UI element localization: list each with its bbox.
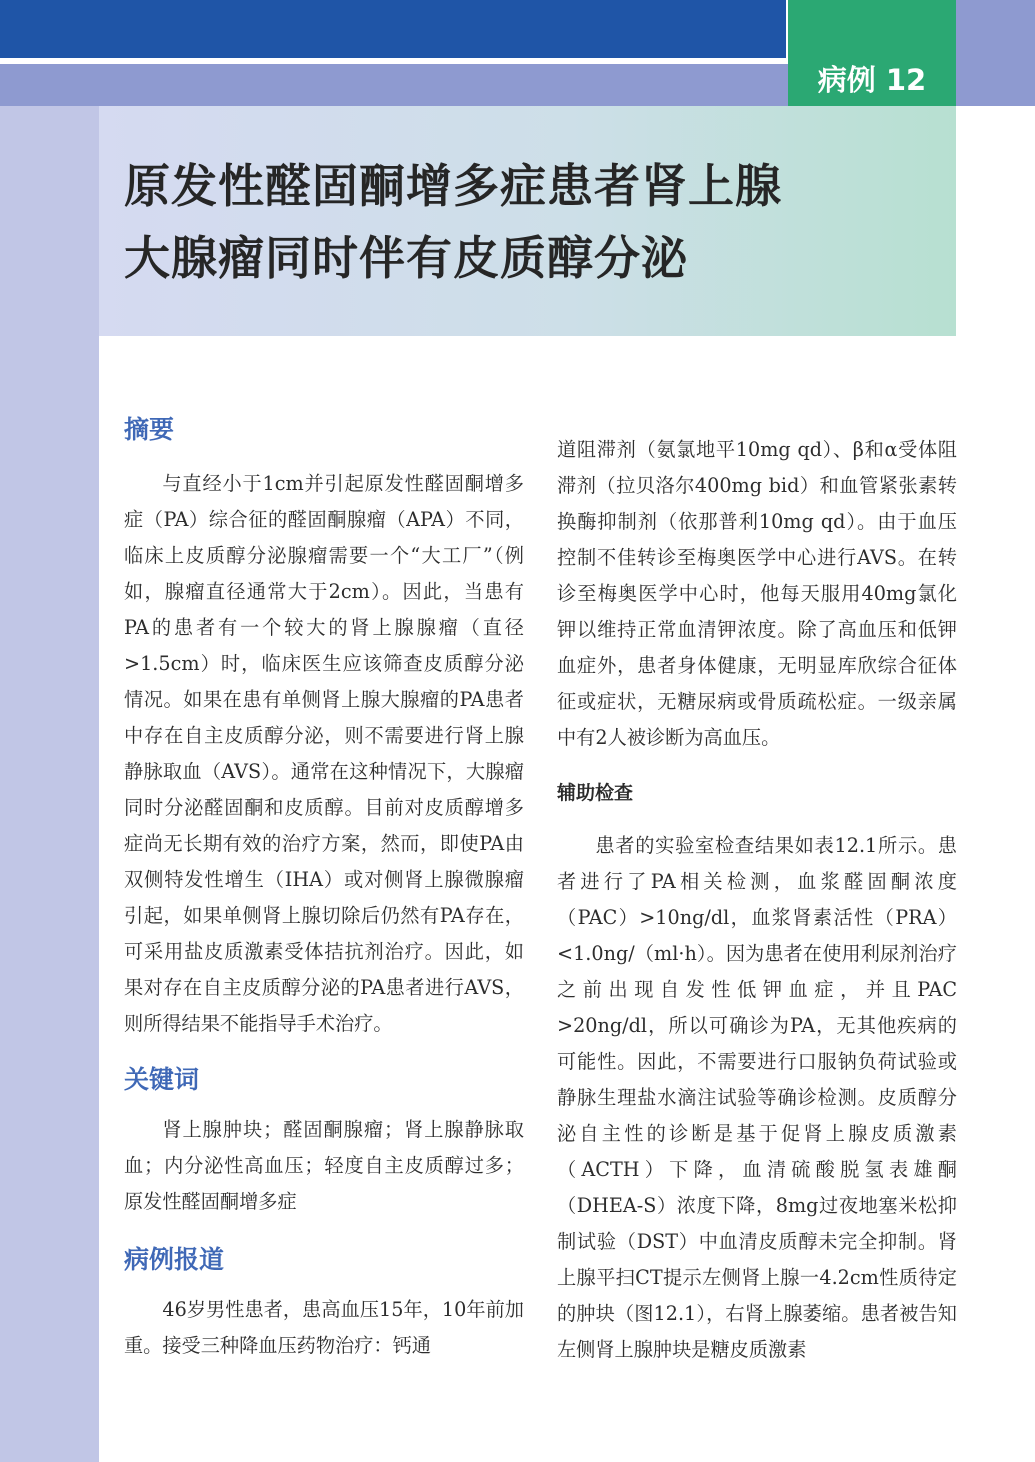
case-report-text-part1: 46岁男性患者，患高血压15年，10年前加重。接受三种降血压药物治疗：钙通: [124, 1298, 524, 1357]
left-margin-stripe: [0, 106, 99, 1462]
page-title-line-2: 大腺瘤同时伴有皮质醇分泌: [124, 231, 688, 285]
header-band-right: [956, 0, 1035, 64]
case-report-heading: 病例报道: [124, 1245, 225, 1274]
case-report-text-part2: 道阻滞剂（氨氯地平10mg qd）、β和α受体阻滞剂（拉贝洛尔400mg bid）和血管紧张素转换酶抑制剂（依那普利10mg qd）。由于血压控制不佳转诊至梅奥医学中心进行AVS。在转诊至梅奥医学中心时，他每天服用40mg氯化钾以维持正常血清钾浓度。除了高血压和低钾血症外，患者身体健康，无明显库欣综合征体征或症状，无糖尿病或骨质疏松症。一级亲属中有2人被诊断为高血压。: [557, 438, 957, 749]
abstract-text: 与直经小于1cm并引起原发性醛固酮增多症（PA）综合征的醛固酮腺瘤（APA）不同，临床上皮质醇分泌腺瘤需要一个“大工厂”（例如，腺瘤直径通常大于2cm）。因此，当患有PA的患者有一个较大的肾上腺腺瘤（直径>1.5cm）时，临床医生应该筛查皮质醇分泌情况。如果在患有单侧肾上腺大腺瘤的PA患者中存在自主皮质醇分泌，则不需要进行肾上腺静脉取血（AVS）。通常在这种情况下，大腺瘤同时分泌醛固酮和皮质醇。目前对皮质醇增多症尚无长期有效的治疗方案，然而，即使PA由双侧特发性增生（IHA）或对侧肾上腺微腺瘤引起，如果单侧肾上腺切除后仍然有PA存在，可采用盐皮质激素受体拮抗剂治疗。因此，如果对存在自主皮质醇分泌的PA患者进行AVS，则所得结果不能指导手术治疗。: [124, 472, 524, 1035]
header-band-dark: [0, 0, 786, 58]
keywords-heading: 关键词: [124, 1065, 200, 1094]
title-panel: [99, 106, 956, 336]
page-title-line-1: 原发性醛固酮增多症患者肾上腺: [124, 159, 782, 213]
left-column: [124, 412, 524, 1364]
case-number-label: 病例 12: [817, 63, 927, 97]
abstract-heading: 摘要: [124, 415, 175, 444]
keywords-text: 肾上腺肿块；醛固酮腺瘤；肾上腺静脉取血；内分泌性高血压；轻度自主皮质醇过多；原发性醛固酮增多症: [124, 1118, 524, 1213]
right-column: [557, 432, 957, 1368]
auxiliary-exam-heading: 辅助检查: [557, 782, 634, 804]
auxiliary-exam-text: 患者的实验室检查结果如表12.1所示。患者进行了PA相关检测，血浆醛固酮浓度（PAC）>10ng/dl，血浆肾素活性（PRA）<1.0ng/（ml·h）。因为患者在使用利尿剂治疗之前出现自发性低钾血症，并且PAC >20ng/dl，所以可确诊为PA，无其他疾病的可能性。因此，不需要进行口服钠负荷试验或静脉生理盐水滴注试验等确诊检测。皮质醇分泌自主性的诊断是基于促肾上腺皮质激素（ACTH）下降，血清硫酸脱氢表雄酮（DHEA-S）浓度下降，8mg过夜地塞米松抑制试验（DST）中血清皮质醇未完全抑制。肾上腺平扫CT提示左侧肾上腺一4.2cm性质待定的肿块（图12.1），右肾上腺萎缩。患者被告知左侧肾上腺肿块是糖皮质激素: [557, 834, 957, 1361]
case-number-tab: [788, 0, 956, 106]
